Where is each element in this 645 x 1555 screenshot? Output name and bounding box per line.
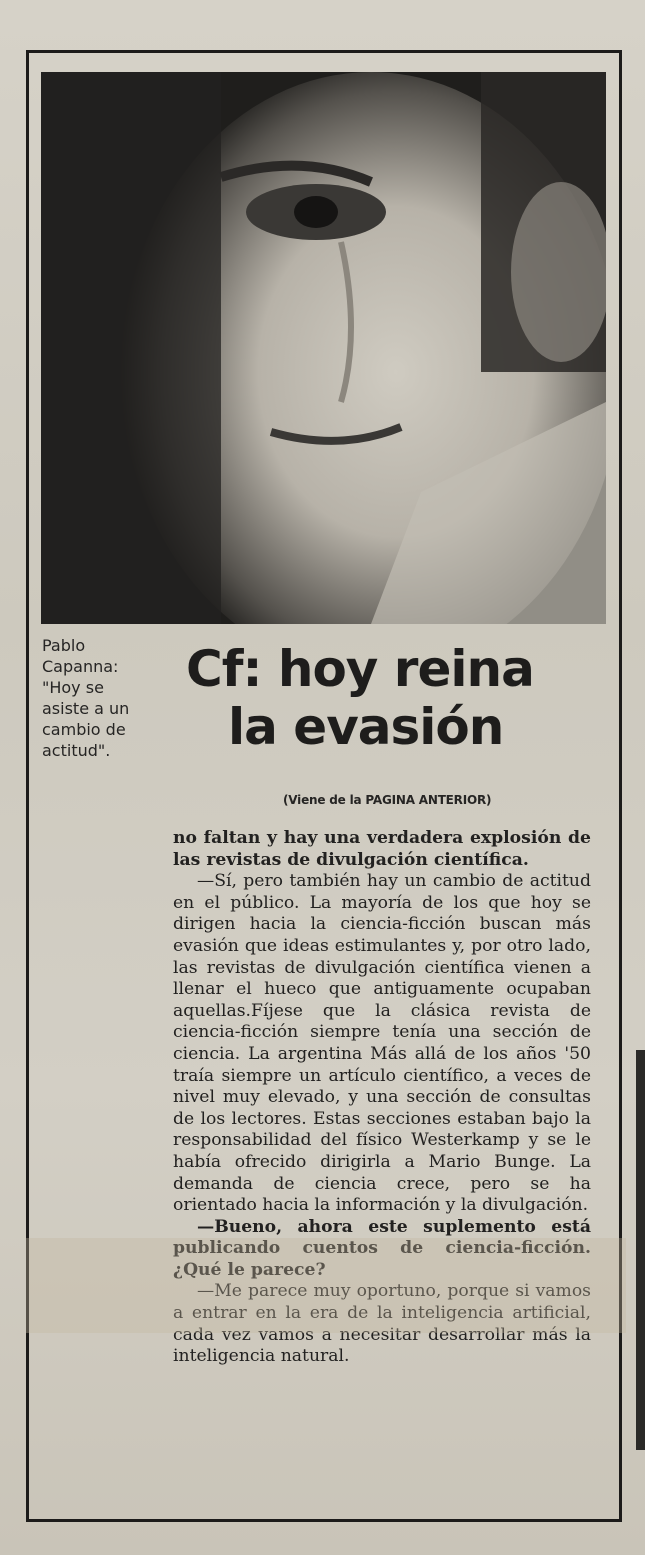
portrait-illustration [41,72,606,624]
paragraph-question: —Bueno, ahora este suplemento está publicando cuentos de ciencia-ficción. ¿Qué le parece? [173,1216,591,1280]
caption-line: "Hoy se [42,678,104,697]
headline-line-2: la evasión [228,698,504,756]
caption-line: asiste a un [42,699,130,718]
caption-line: actitud". [42,741,111,760]
paragraph-answer-final: —Me parece muy oportuno, porque si vamos a entrar en la era de la inteligencia artificial, cada vez vamos a necesitar desarrollar más la inteligencia natural. [173,1281,591,1367]
portrait-photo [41,72,606,624]
article-headline [186,640,606,756]
headline-line-1: Cf: hoy reina [186,640,534,698]
paragraph-answer: —Sí, pero también hay un cambio de actitud en el público. La mayoría de los que hoy se dirigen hacia la ciencia-ficción buscan más evasión que ideas estimulantes y, por otro lado, las revistas de divulgación científica vienen a llenar el hueco que antiguamente ocupaban aquellas.Fíjese que la clásica revista de ciencia-ficción siempre tenía una sección de ciencia. La argentina Más allá de los años '50 traía siempre un artículo científico, a veces de nivel muy elevado, y una sección de consultas de los lectores. Estas secciones estaban bajo la responsabilidad del físico Westerkamp y se le había ofrecido dirigirla a Mario Bunge. La demanda de ciencia crece, pero se ha orientado hacia la información y la divulgación. [173,871,591,1216]
caption-line: cambio de [42,720,126,739]
continued-note: (Viene de la PAGINA ANTERIOR) [283,793,492,807]
photo-caption [42,635,162,761]
article-body [173,828,591,1368]
paragraph-question-end: no faltan y hay una verdadera explosión de las revistas de divulgación científica. [173,828,591,870]
page-edge-mark [636,1050,645,1450]
caption-line: Capanna: [42,657,119,676]
caption-line: Pablo [42,636,86,655]
